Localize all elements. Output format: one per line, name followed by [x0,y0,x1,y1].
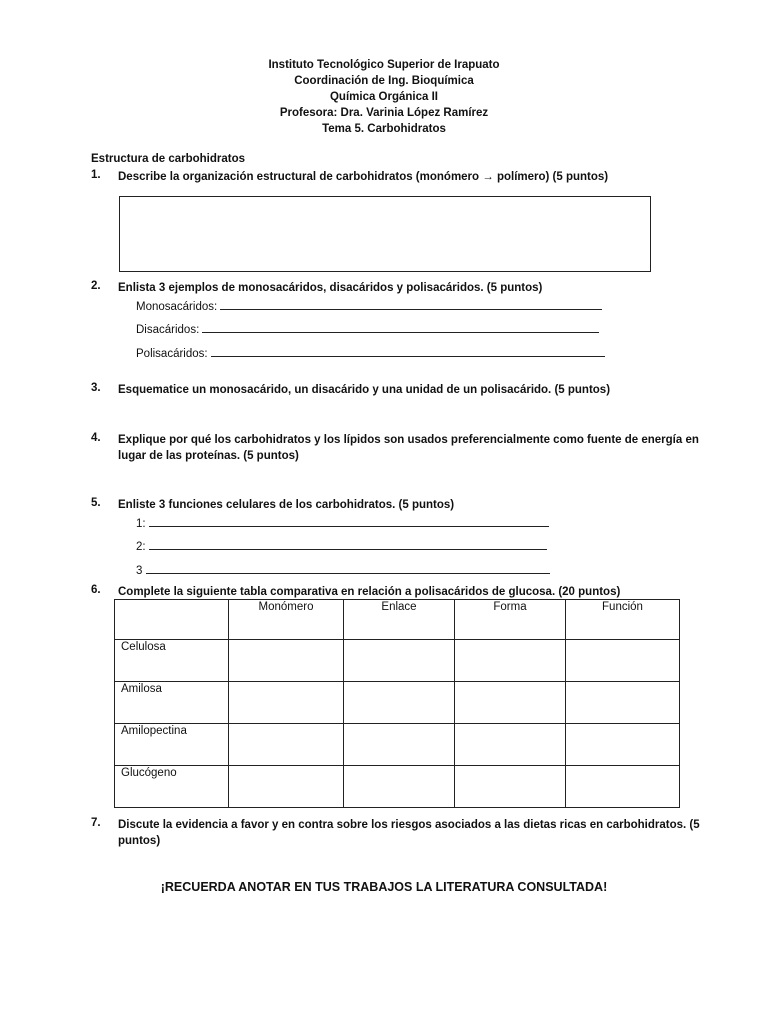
table-cell[interactable] [344,640,455,682]
table-header-empty [115,600,229,640]
table-cell[interactable] [344,682,455,724]
table-header-shape: Forma [455,600,566,640]
footer-reminder: ¡RECUERDA ANOTAR EN TUS TRABAJOS LA LITERATURA CONSULTADA! [160,880,608,894]
professor-name: Profesora: Dra. Varinia López Ramírez [279,107,489,119]
table-cell[interactable] [455,682,566,724]
question-4-number: 4. [91,432,101,444]
table-cell[interactable] [566,724,680,766]
question-5-number: 5. [91,497,101,509]
topic-title: Tema 5. Carbohidratos [322,123,446,135]
function-3-label: 3 [136,565,143,577]
function-3-blank[interactable] [146,561,550,574]
disaccharides-blank[interactable] [202,320,599,333]
document-header [0,57,768,137]
table-cell[interactable] [566,682,680,724]
question-4-text [118,432,699,464]
row-label-celulosa: Celulosa [115,640,229,682]
disaccharides-field[interactable] [136,320,599,336]
table-cell[interactable] [229,724,344,766]
table-header-bond: Enlace [344,600,455,640]
function-1-blank[interactable] [149,514,549,527]
function-2-blank[interactable] [149,537,547,550]
polysaccharides-field[interactable] [136,344,605,360]
function-1-label: 1: [136,518,146,530]
row-label-glucogeno: Glucógeno [115,766,229,808]
question-3-text: Esquematice un monosacárido, un disacárido y una unidad de un polisacárido. (5 puntos) [118,384,611,396]
table-cell[interactable] [455,640,566,682]
table-row [115,724,680,766]
coordination-name: Coordinación de Ing. Bioquímica [294,75,474,87]
question-2-text: Enlista 3 ejemplos de monosacáridos, disacáridos y polisacáridos. (5 puntos) [118,282,543,294]
table-cell[interactable] [229,766,344,808]
function-2-label: 2: [136,541,146,553]
question-6-text: Complete la siguiente tabla comparativa en relación a polisacáridos de glucosa. (20 puntos) [118,586,621,598]
question-7-text-line-2: puntos) [118,835,161,847]
question-1-text: Describe la organización estructural de carbohidratos (monómero → polímero) (5 puntos) [118,171,609,183]
question-2-number: 2. [91,280,101,292]
table-header-row [115,600,680,640]
disaccharides-label: Disacáridos: [136,324,200,336]
question-4-text-line-2: lugar de las proteínas. (5 puntos) [118,450,299,462]
table-cell[interactable] [455,724,566,766]
monosaccharides-field[interactable] [136,297,602,313]
question-3-number: 3. [91,382,101,394]
table-row [115,766,680,808]
question-1-number: 1. [91,169,101,181]
institution-name: Instituto Tecnológico Superior de Irapuato [268,59,500,71]
question-7-text-line-1: Discute la evidencia a favor y en contra sobre los riesgos asociados a las dietas ricas en carbohidratos. (5 [118,819,700,831]
table-row [115,682,680,724]
table-row [115,640,680,682]
polysaccharides-label: Polisacáridos: [136,348,208,360]
function-3-field[interactable] [136,561,550,577]
section-title: Estructura de carbohidratos [91,153,246,165]
function-2-field[interactable] [136,537,547,553]
row-label-amilopectina: Amilopectina [115,724,229,766]
monosaccharides-blank[interactable] [220,297,602,310]
question-7-text [118,817,700,849]
row-label-amilosa: Amilosa [115,682,229,724]
table-cell[interactable] [229,640,344,682]
polysaccharides-blank[interactable] [211,344,605,357]
table-cell[interactable] [229,682,344,724]
question-7-number: 7. [91,817,101,829]
monosaccharides-label: Monosacáridos: [136,301,218,313]
table-cell[interactable] [344,724,455,766]
course-name: Química Orgánica II [329,91,438,103]
question-6-number: 6. [91,584,101,596]
table-cell[interactable] [566,640,680,682]
question-1-answer-box[interactable] [119,196,651,272]
comparison-table [114,599,680,808]
table-header-function: Función [566,600,680,640]
function-1-field[interactable] [136,514,549,530]
table-header-monomer: Monómero [229,600,344,640]
question-4-text-line-1: Explique por qué los carbohidratos y los lípidos son usados preferencialmente como fuente de energía en [118,434,699,446]
table-cell[interactable] [455,766,566,808]
table-cell[interactable] [566,766,680,808]
question-5-text: Enliste 3 funciones celulares de los carbohidratos. (5 puntos) [118,499,455,511]
table-cell[interactable] [344,766,455,808]
